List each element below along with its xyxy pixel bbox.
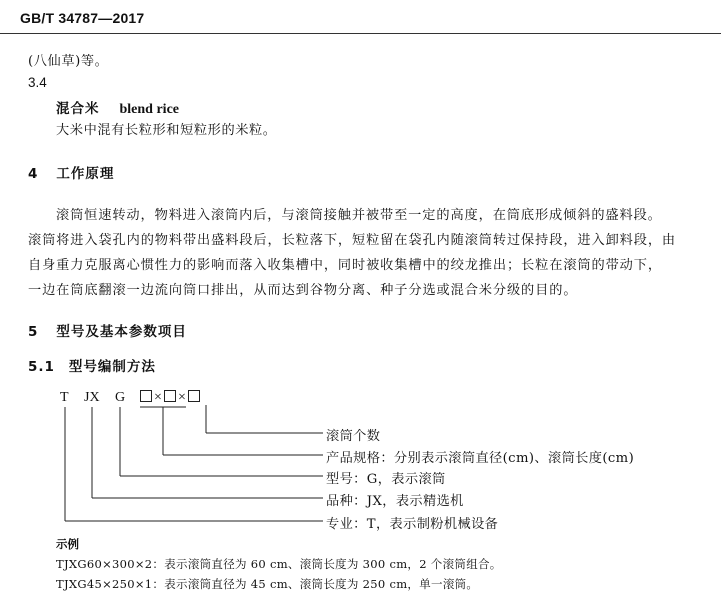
code-letter-t: T [60,390,69,405]
example-title: 示例 [56,537,79,551]
principle-line-2: 滚筒将进入袋孔内的物料带出盛料段后，长粒落下，短粒留在袋孔内随滚筒转过保持段，进入卸料段，由 [28,233,677,248]
principle-line-4: 一边在筒底翻滚一边流向筒口排出，从而达到谷物分离、种子分选或混合米分级的目的。 [28,283,578,298]
label-variety: 品种：JX，表示精选机 [326,494,464,509]
code-letters-jx: JX [84,390,100,405]
clause-3-4-definition: 大米中混有长粒形和短粒形的米粒。 [56,123,277,138]
section-5-1-number: 5.1 [28,359,55,375]
principle-line-3: 自身重力克服离心惯性力的影响而落入收集槽中，同时被收集槽中的绞龙推出；长粒在滚筒的带动下， [28,258,662,273]
example-line-1: TJXG60×300×2：表示滚筒直径为 60 cm、滚筒长度为 300 cm，2 个滚筒组合。 [56,557,502,571]
standard-number: GB/T 34787—2017 [20,10,145,26]
term-chinese: 混合米 [56,101,100,117]
times-sign: × [154,390,162,405]
section-5-number: 5 [28,324,39,340]
principle-line-1: 滚筒恒速转动，物料进入滚筒内后，与滚筒接触并被带至一定的高度，在筒底形成倾斜的盛料段。 [56,208,662,223]
section-4-number: 4 [28,166,39,182]
code-letter-g: G [115,390,126,405]
label-drum-count: 滚筒个数 [326,429,381,444]
term-english: blend rice [119,102,179,117]
section-4-title: 工作原理 [56,166,115,182]
continuation-text: (八仙草)等。 [28,54,109,69]
times-sign: × [178,390,186,405]
label-product-spec: 产品规格：分别表示滚筒直径(cm)、滚筒长度(cm) [326,451,635,466]
clause-3-4-number: 3.4 [28,75,47,90]
label-specialty: 专业：T，表示制粉机械设备 [326,517,499,532]
label-model-type: 型号：G，表示滚筒 [326,472,446,487]
section-5-1-title: 型号编制方法 [68,359,156,375]
example-line-2: TJXG45×250×1：表示滚筒直径为 45 cm、滚筒长度为 250 cm，单一滚筒。 [56,577,479,591]
section-5-title: 型号及基本参数项目 [56,324,187,340]
